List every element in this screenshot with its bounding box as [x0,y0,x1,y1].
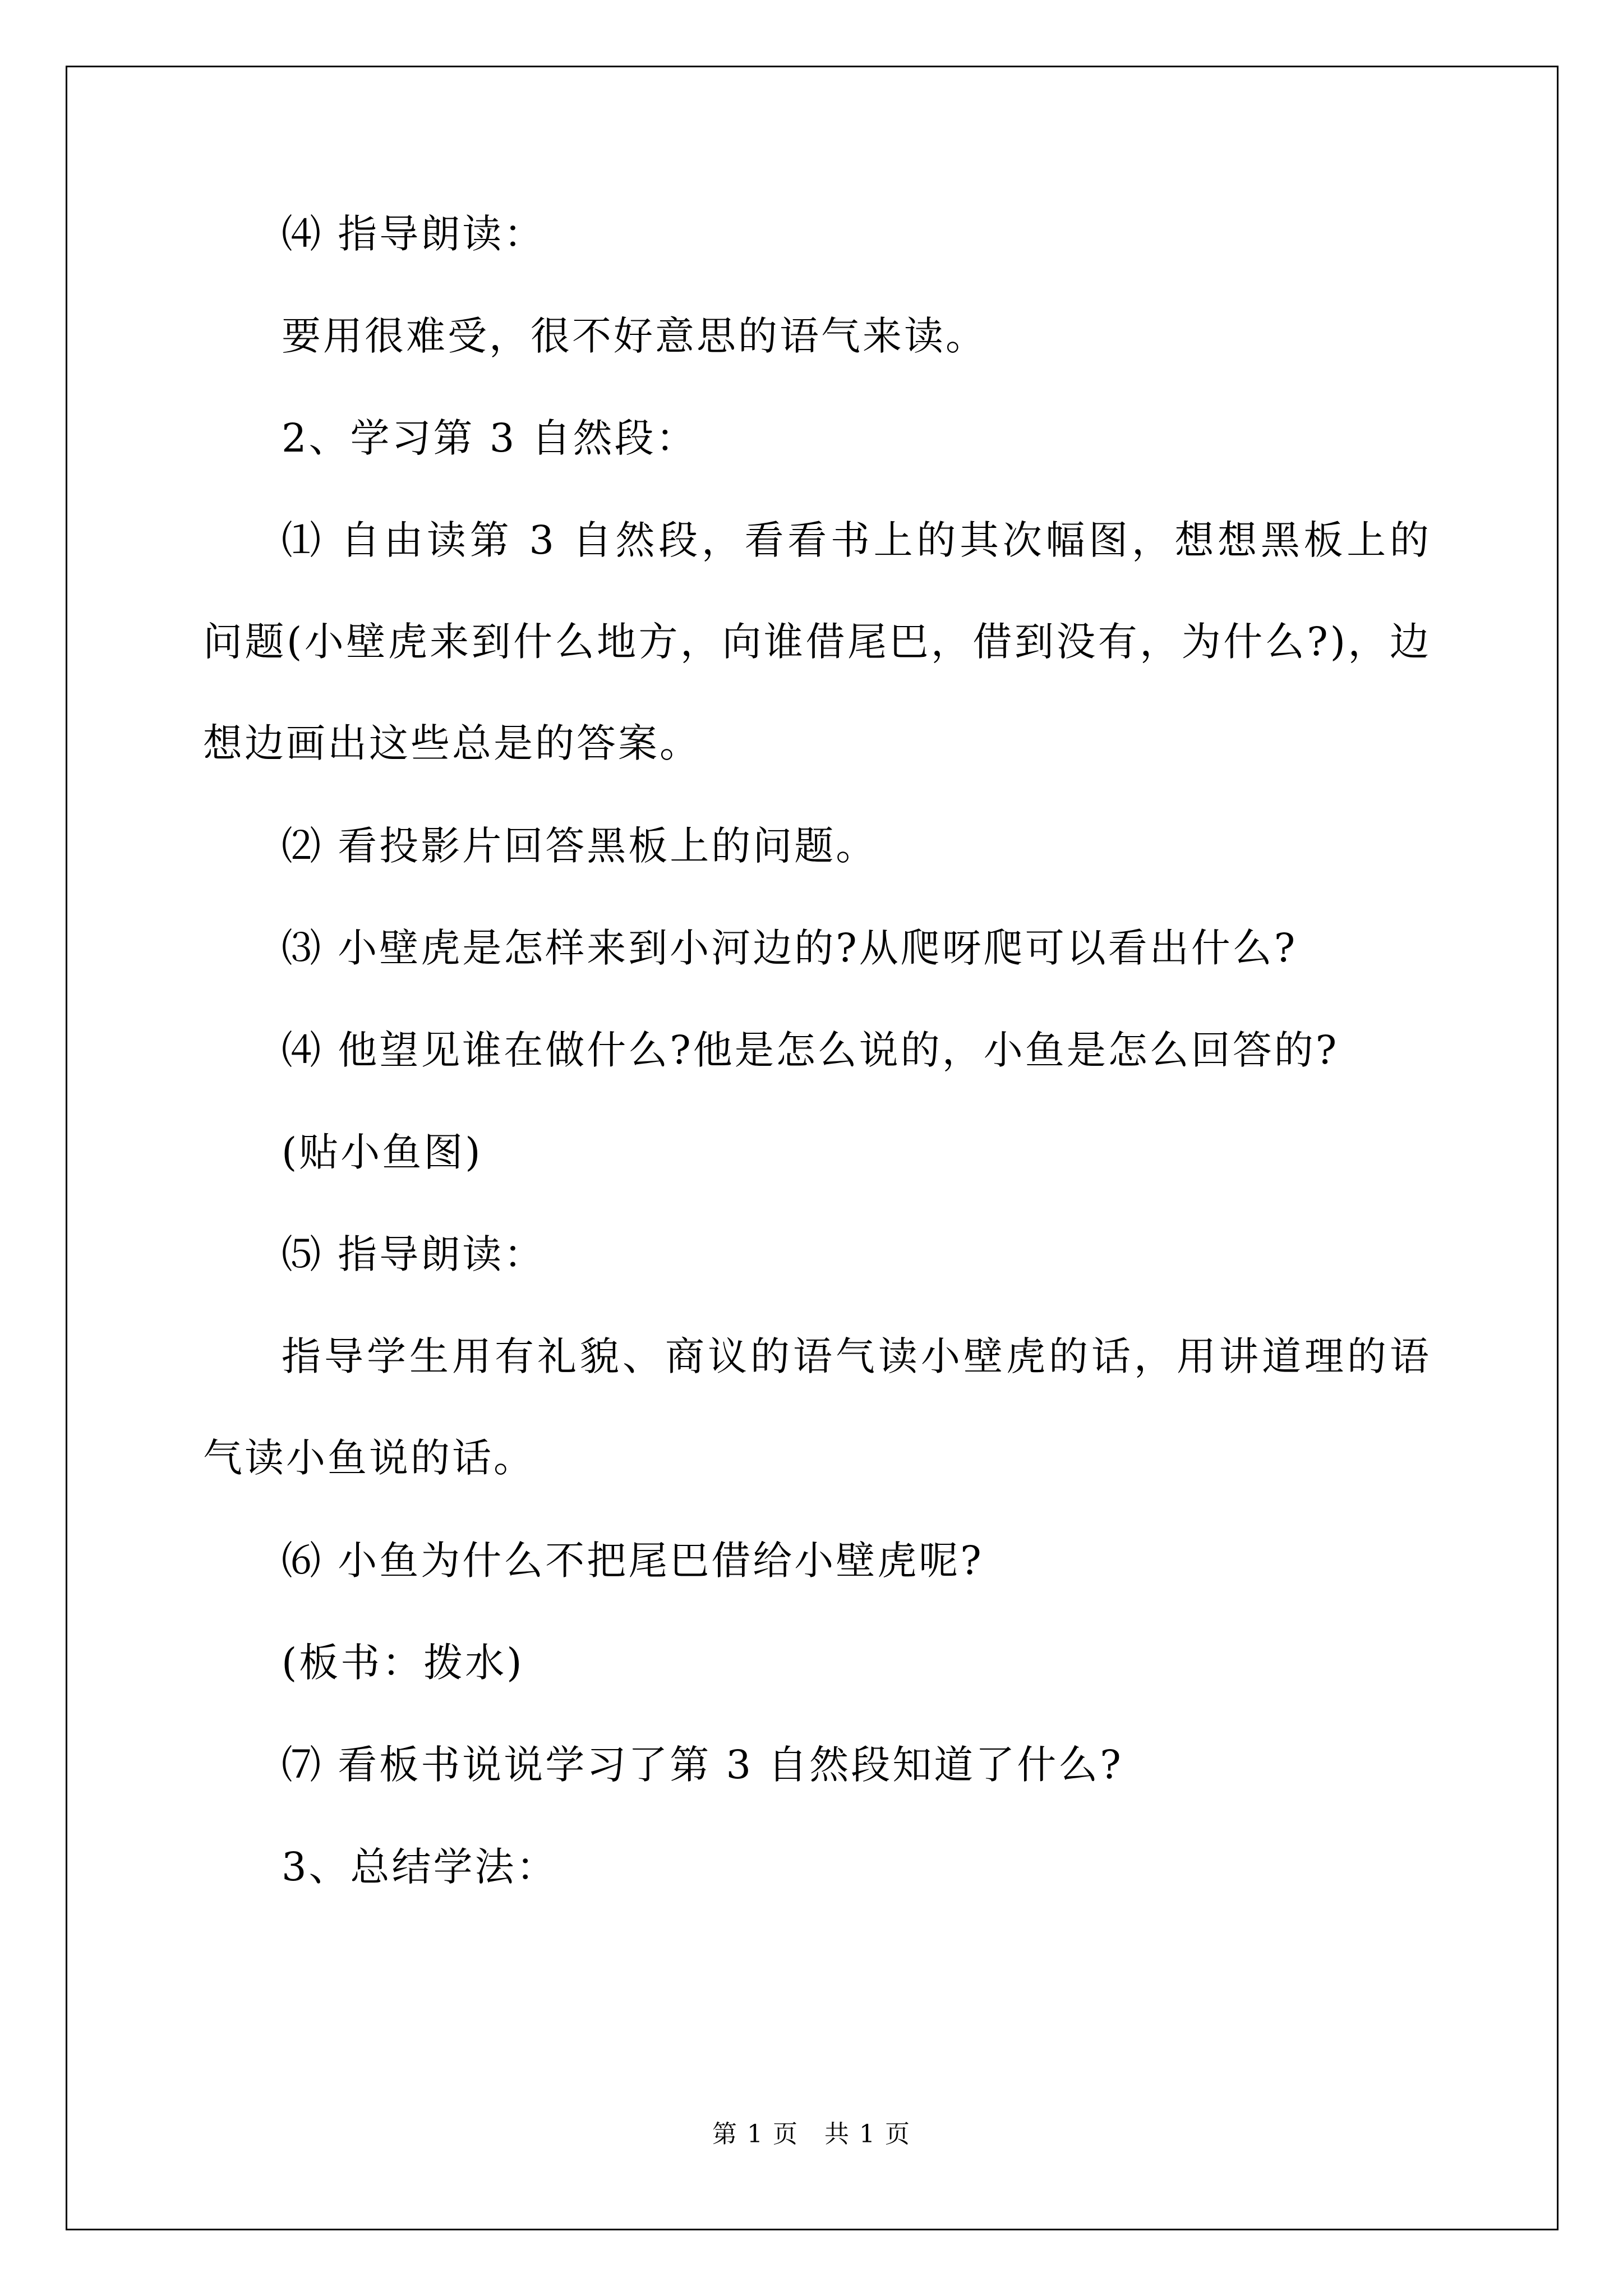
paragraph: ⑺ 看板书说说学习了第 3 自然段知道了什么? [282,1742,1123,1788]
paragraph: ⑶ 小壁虎是怎样来到小河边的?从爬呀爬可以看出什么? [282,925,1298,971]
paragraph: 2、学习第 3 自然段： [282,415,698,461]
paragraph: 指导学生用有礼貌、商议的语气读小壁虎的话，用讲道理的语气读小鱼说的话。 [203,1333,1431,1481]
document-body [203,209,1431,1944]
paragraph: (贴小鱼图) [282,1129,483,1175]
paragraph: ⑷ 他望见谁在做什么?他是怎么说的，小鱼是怎么回答的? [282,1027,1339,1073]
paragraph: ⑷ 指导朗读： [282,211,546,257]
paragraph: 要用很难受，很不好意思的语气来读。 [282,313,987,359]
paragraph: 3、总结学法： [282,1844,558,1890]
paragraph: ⑴ 自由读第 3 自然段，看看书上的其次幅图，想想黑板上的问题(小壁虎来到什么地方，向谁借尾巴，借到没有，为什么?)，边想边画出这些总是的答案。 [203,517,1431,766]
page-footer: 第 1 页 共 1 页 [712,2120,911,2148]
paragraph: ⑵ 看投影片回答黑板上的问题。 [282,823,878,869]
paragraph: ⑸ 指导朗读： [282,1231,546,1277]
paragraph: (板书：拨水) [282,1640,524,1686]
paragraph: ⑹ 小鱼为什么不把尾巴借给小壁虎呢? [282,1538,984,1584]
